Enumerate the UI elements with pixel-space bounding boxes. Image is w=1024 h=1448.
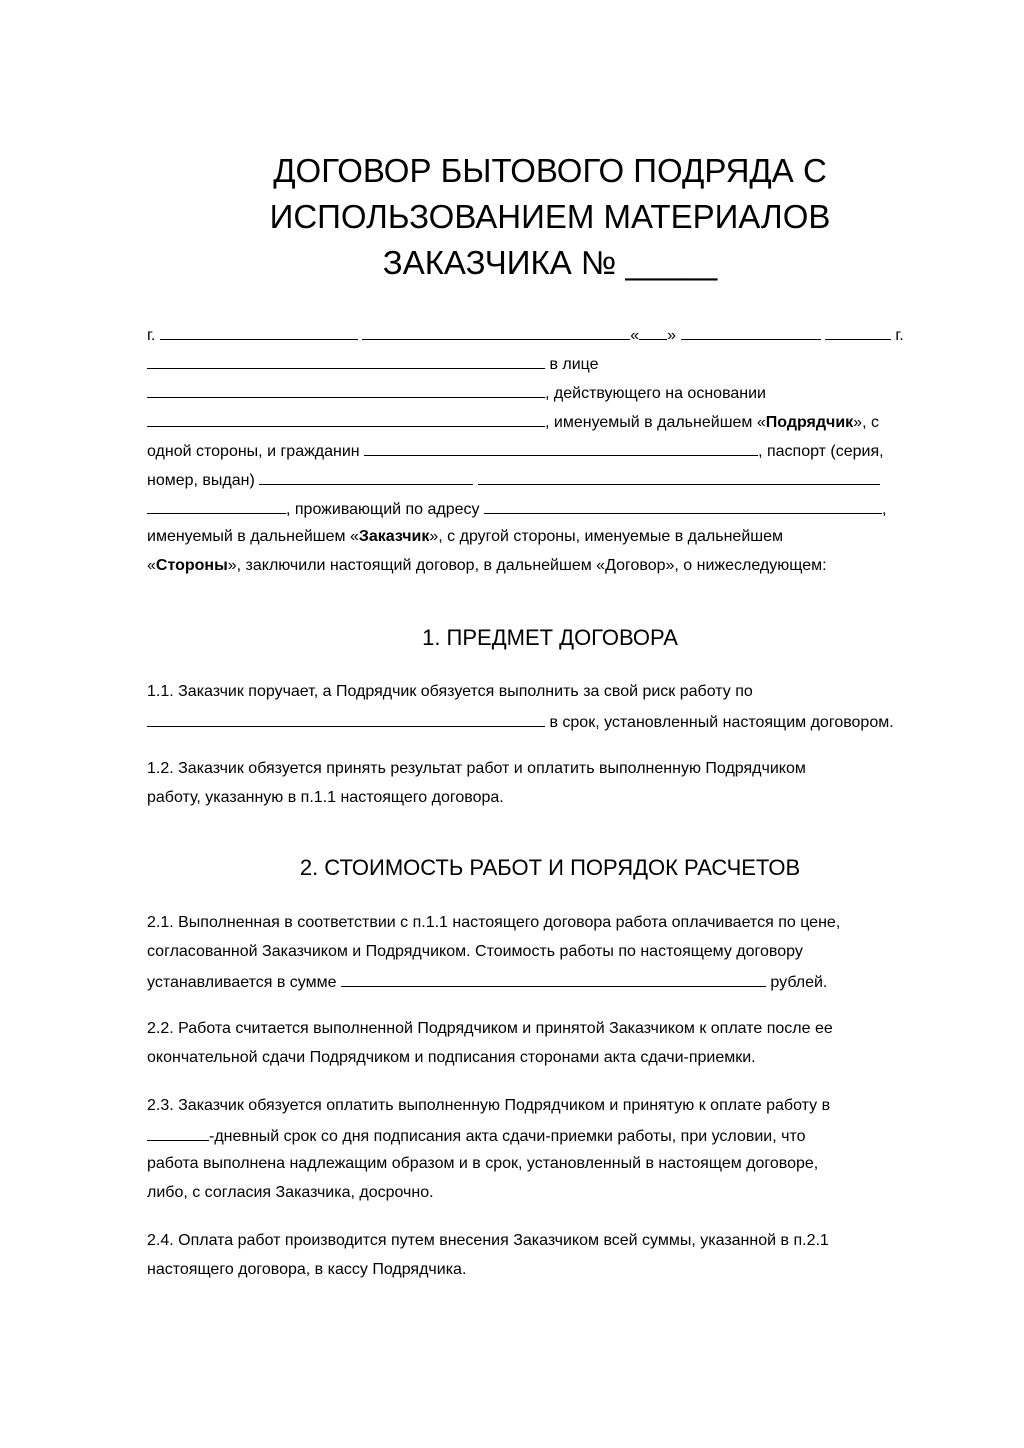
preamble-line-8: именуемый в дальнейшем «Заказчик», с другой стороны, именуемые в дальнейшем: [147, 528, 783, 545]
preamble-line-9: «Стороны», заключили настоящий договор, в дальнейшем «Договор», о нижеследующем:: [147, 557, 827, 574]
blank-work-description: [147, 711, 545, 727]
blank-days: [147, 1125, 209, 1141]
clause-2-2-line-1: 2.2. Работа считается выполненной Подрядчиком и принятой Заказчиком к оплате после ее: [147, 1020, 833, 1037]
blank-place: [362, 324, 630, 340]
clause-2-3-line-3: работа выполнена надлежащим образом и в срок, установленный в настоящем договоре,: [147, 1155, 819, 1172]
title-line-3: ЗАКАЗЧИКА № _____: [382, 244, 718, 281]
blank-month: [681, 324, 821, 340]
clause-2-2-line-2: окончательной сдачи Подрядчиком и подписания сторонами акта сдачи-приемки.: [147, 1049, 756, 1066]
title-line-2: ИСПОЛЬЗОВАНИЕМ МАТЕРИАЛОВ: [269, 198, 831, 235]
blank-passport-3: [147, 498, 286, 514]
blank-city: [160, 324, 358, 340]
blank-amount: [341, 971, 766, 987]
preamble-line-3: , действующего на основании: [147, 382, 766, 404]
blank-contractor-name: [147, 353, 545, 369]
document-title: [100, 148, 1000, 286]
preamble-line-2: в лице: [147, 353, 599, 375]
clause-2-3-line-4: либо, с согласия Заказчика, досрочно.: [147, 1184, 434, 1201]
blank-passport-2: [478, 469, 880, 485]
clause-1-2-line-2: работу, указанную в п.1.1 настоящего договора.: [147, 789, 504, 806]
clause-1-1-line-2: в срок, установленный настоящим договором.: [147, 711, 894, 733]
section-1-heading: 1. ПРЕДМЕТ ДОГОВОРА: [422, 625, 678, 650]
clause-2-3-line-1: 2.3. Заказчик обязуется оплатить выполненную Подрядчиком и принятую к оплате работу в: [147, 1097, 831, 1114]
blank-citizen-name: [364, 440, 758, 456]
clause-1-1-line-1: 1.1. Заказчик поручает, а Подрядчик обязуется выполнить за свой риск работу по: [147, 683, 753, 700]
blank-year: [825, 324, 891, 340]
blank-address: [484, 498, 882, 514]
clause-2-1-line-1: 2.1. Выполненная в соответствии с п.1.1 настоящего договора работа оплачивается по цене,: [147, 914, 841, 931]
blank-day: [639, 324, 667, 340]
clause-2-1-line-2: согласованной Заказчиком и Подрядчиком. Стоимость работы по настоящему договору: [147, 943, 803, 960]
clause-2-1-line-3: устанавливается в сумме рублей.: [147, 971, 827, 993]
clause-1-2-line-1: 1.2. Заказчик обязуется принять результат работ и оплатить выполненную Подрядчиком: [147, 760, 806, 777]
clause-2-4-line-2: настоящего договора, в кассу Подрядчика.: [147, 1261, 467, 1278]
blank-basis: [147, 411, 545, 427]
clause-2-3-line-2: -дневный срок со дня подписания акта сдачи-приемки работы, при условии, что: [147, 1125, 805, 1147]
title-line-1: ДОГОВОР БЫТОВОГО ПОДРЯДА С: [273, 152, 827, 189]
blank-passport-1: [259, 469, 473, 485]
clause-2-4-line-1: 2.4. Оплата работ производится путем внесения Заказчиком всей суммы, указанной в п.2.1: [147, 1232, 829, 1249]
section-2-heading: 2. СТОИМОСТЬ РАБОТ И ПОРЯДОК РАСЧЕТОВ: [299, 855, 801, 880]
preamble-line-7: , проживающий по адресу ,: [147, 498, 886, 520]
preamble-line-5: одной стороны, и гражданин , паспорт (серия,: [147, 440, 884, 462]
preamble-line-6: номер, выдан): [147, 469, 880, 491]
preamble-line-4: , именуемый в дальнейшем «Подрядчик», с: [147, 411, 879, 433]
preamble-line-1: г. « » г.: [147, 324, 904, 346]
blank-representative: [147, 382, 545, 398]
